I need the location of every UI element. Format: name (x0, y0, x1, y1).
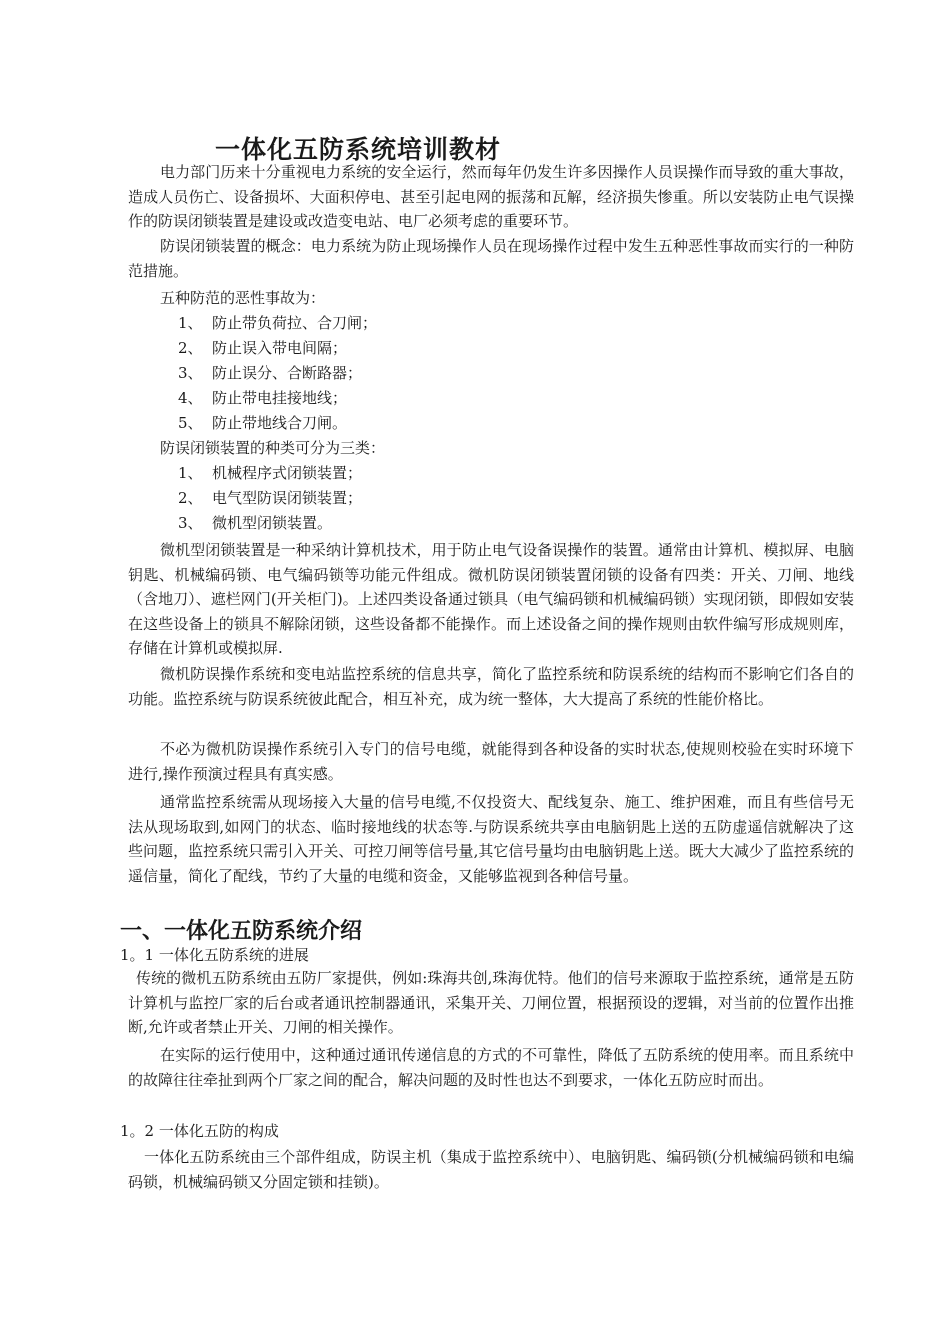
paragraph-text: 五种防范的恶性事故为： (160, 289, 326, 307)
list-item (178, 461, 362, 486)
paragraph-text: 防误闭锁装置的种类可分为三类： (160, 439, 386, 457)
list-item (178, 486, 362, 511)
intro-paragraph-5 (128, 538, 854, 661)
list-text: 防止带负荷拉、合刀闸； (212, 314, 378, 332)
list-text: 电气型防误闭锁装置； (212, 489, 363, 507)
list-item (178, 361, 362, 386)
list-item (178, 336, 347, 361)
list-number: 1、 (178, 314, 203, 332)
paragraph-text: 通常监控系统需从现场接入大量的信号电缆,不仅投资大、配线复杂、施工、维护困难，而且有些信号无法从现场取到,如网门的状态、临时接地线的状态等.与防误系统共享由电脑钥匙上送的五防虚遥信就解决了这些问题，监控系统只需引入开关、可控刀闸等信号量,其它信号量均由电脑钥匙上送。既大大减少了监控系统的遥信量，简化了配线，节约了大量的电缆和资金，又能够监视到各种信号量。 (128, 793, 854, 885)
intro-paragraph-1 (128, 160, 854, 234)
intro-paragraph-7 (128, 737, 854, 786)
paragraph-text: 微机型闭锁装置是一种采纳计算机技术，用于防止电气设备误操作的装置。通常由计算机、模拟屏、电脑钥匙、机械编码锁、电气编码锁等功能元件组成。微机防误闭锁装置闭锁的设备有四类：开关、刀闸、地线（含地刀）、遮栏网门(开关柜门)。上述四类设备通过锁具（电气编码锁和机械编码锁）实现闭锁，即假如安装在这些设备上的锁具不解除闭锁，这些设备都不能操作。而上述设备之间的操作规则由软件编写形成规则库，存储在计算机或模拟屏. (128, 541, 854, 657)
subsection-heading: 1。1 一体化五防系统的进展 (120, 946, 309, 964)
paragraph-text: 电力部门历来十分重视电力系统的安全运行，然而每年仍发生许多因操作人员误操作而导致的重大事故，造成人员伤亡、设备损坏、大面积停电、甚至引起电网的振荡和瓦解，经济损失惨重。所以安装防止电气误操作的防误闭锁装置是建设或改造变电站、电厂必须考虑的重要环节。 (128, 163, 854, 230)
list-text: 防止带地线合刀闸。 (212, 414, 348, 432)
intro-paragraph-3 (128, 286, 854, 311)
list-number: 2、 (178, 339, 203, 357)
intro-paragraph-8 (128, 790, 854, 888)
intro-paragraph-6 (128, 662, 854, 711)
list-text: 微机型闭锁装置。 (212, 514, 333, 532)
section-paragraph-2 (128, 1043, 854, 1092)
paragraph-text: 微机防误操作系统和变电站监控系统的信息共享，简化了监控系统和防误系统的结构而不影响它们各自的功能。监控系统与防误系统彼此配合，相互补充，成为统一整体，大大提高了系统的性能价格比。 (128, 665, 854, 708)
list-item (178, 311, 377, 336)
paragraph-text: 防误闭锁装置的概念：电力系统为防止现场操作人员在现场操作过程中发生五种恶性事故而实行的一种防范措施。 (128, 237, 854, 280)
paragraph-text: 不必为微机防误操作系统引入专门的信号电缆，就能得到各种设备的实时状态,使规则校验在实时环境下进行,操作预演过程具有真实感。 (128, 740, 854, 783)
section-heading: 一、一体化五防系统介绍 (120, 918, 363, 944)
intro-paragraph-4 (128, 436, 854, 461)
paragraph-text: 一体化五防系统由三个部件组成，防误主机（集成于监控系统中）、电脑钥匙、编码锁(分机械编码锁和电编码锁，机械编码锁又分固定锁和挂锁)。 (128, 1148, 854, 1191)
list-text: 防止带电挂接地线； (212, 389, 348, 407)
list-item (178, 386, 347, 411)
list-text: 防止误分、合断路器； (212, 364, 363, 382)
paragraph-text: 在实际的运行使用中，这种通过通讯传递信息的方式的不可靠性，降低了五防系统的使用率。而且系统中的故障往往牵扯到两个厂家之间的配合，解决问题的及时性也达不到要求，一体化五防应时而出。 (128, 1046, 854, 1089)
list-number: 3、 (178, 364, 203, 382)
section-paragraph-3 (128, 1145, 854, 1194)
document-title: 一体化五防系统培训教材 (215, 135, 502, 164)
list-number: 2、 (178, 489, 203, 507)
list-text: 机械程序式闭锁装置； (212, 464, 363, 482)
list-item (178, 511, 332, 536)
list-number: 4、 (178, 389, 203, 407)
list-item (178, 411, 347, 436)
list-number: 3、 (178, 514, 203, 532)
section-paragraph-1 (128, 966, 854, 1040)
intro-paragraph-2 (128, 234, 854, 283)
paragraph-text: 传统的微机五防系统由五防厂家提供，例如:珠海共创,珠海优特。他们的信号来源取于监控系统，通常是五防计算机与监控厂家的后台或者通讯控制器通讯，采集开关、刀闸位置，根据预设的逻辑，对当前的位置作出推断,允许或者禁止开关、刀闸的相关操作。 (128, 969, 854, 1036)
list-number: 5、 (178, 414, 203, 432)
list-text: 防止误入带电间隔； (212, 339, 348, 357)
list-number: 1、 (178, 464, 203, 482)
subsection-heading: 1。2 一体化五防的构成 (120, 1122, 279, 1140)
